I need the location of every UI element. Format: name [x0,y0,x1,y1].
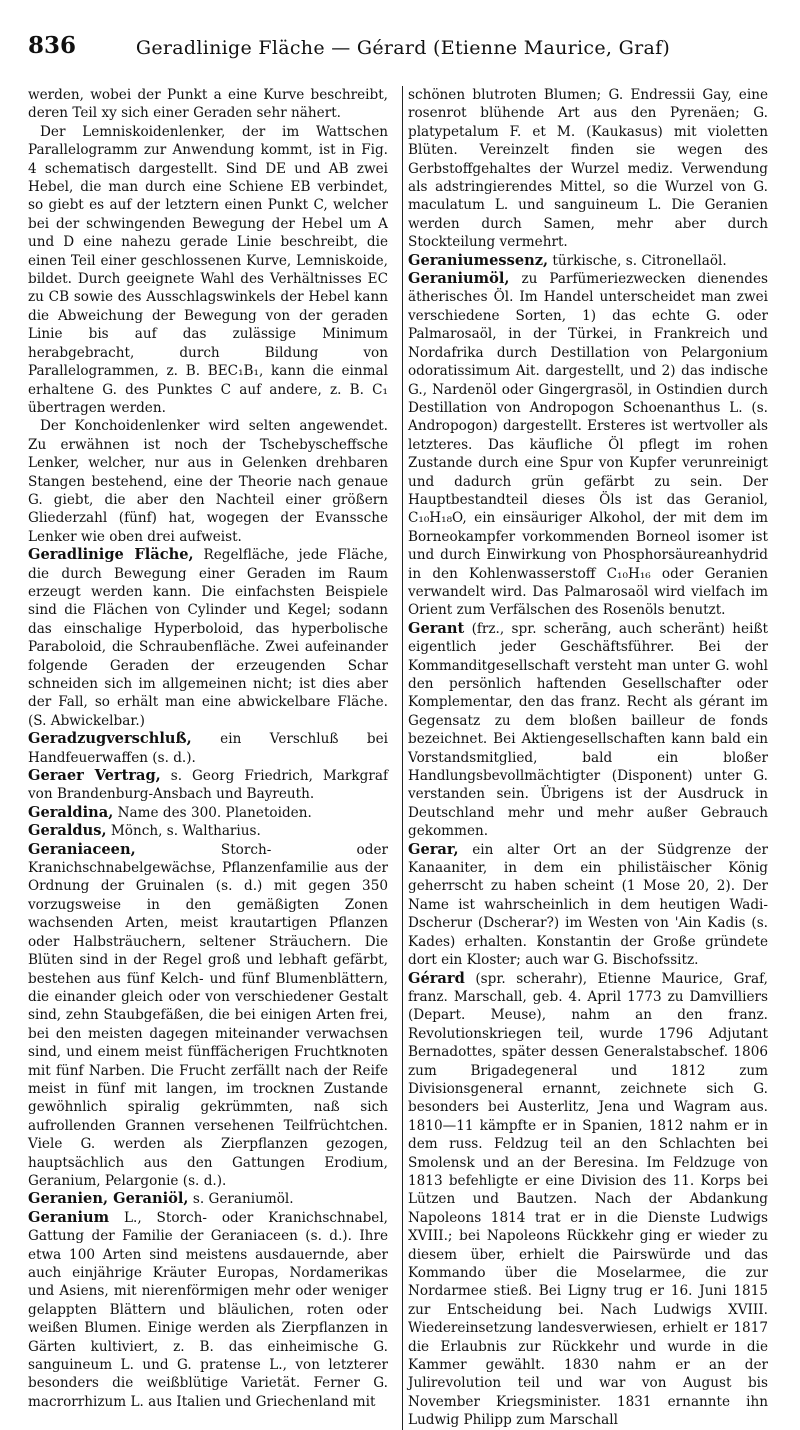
dictionary-entry [28,804,388,822]
entry-text: schönen blutroten Blumen; G. Endressii Gay, eine rosenrot blühende Art aus den Pyrenäen; G. platypetalum F. et M. (Kaukasus) mit violetten Blüten. Vereinzelt finden sie wegen des Gerbstoffgehaltes der Wurzel mediz. Verwendung als adstringierendes Mittel, so die Wurzel von G. maculatum L. und sanguineum L. Die Geranien werden durch Samen, mehr aber durch Stockteilung vermehrt. [408,87,768,251]
column-divider [402,86,403,1430]
entry-headword: Geraer Vertrag, [28,767,161,785]
entry-headword: Geradzugverschluß, [28,730,192,748]
dictionary-entry [28,1209,388,1411]
entry-text: (spr. scherahr), Etienne Maurice, Graf, franz. Marschall, geb. 4. April 1773 zu Damvilliers (Depart. Meuse), nahm an den franz. Revolutionskriegen teil, wurde 1796 Adjutant Bernadottes, später dessen Generalstabschef. 1806 zum Brigadegeneral und 1812 zum Divisionsgeneral ernannt, zeichnete sich G. besonders bei Austerlitz, Jena und Wagram aus. 1810—11 kämpfte er in Spanien, 1812 nahm er in dem russ. Feldzug teil an den Schlachten bei Smolensk und an der Beresina. Im Feldzuge von 1813 befehligte er eine Division des 11. Korps bei Lützen und Bautzen. Nach der Abdankung Napoleons 1814 trat er in die Dienste Ludwigs XVIII.; bei Napoleons Rückkehr ging er wieder zu diesem über, erhielt die Pairswürde und das Kommando über die Moselarmee, die zur Nordarmee stieß. Bei Ligny trug er 16. Juni 1815 zur Entscheidung bei. Nach Ludwigs XVIII. Wiedereinsetzung landesverwiesen, erhielt er 1817 die Erlaubnis zur Rückkehr und wurde in die Kammer gewählt. 1830 nahm er an der Julirevolution teil und war von August bis November Kriegsminister. 1831 ernannte ihn Ludwig Philipp zum Marschall [408,970,768,1429]
entry-text: Storch- oder Kranichschnabelgewächse, Pflanzenfamilie aus der Ordnung der Gruinalen (s. d.) mit gegen 350 vorzugsweise in den gemäßigten Zonen wachsenden Arten, meist krautartigen Pflanzen oder Halbsträuchern, seltener Sträuchern. Die Blüten sind in der Regel groß und lebhaft gefärbt, bestehen aus fünf Kelch- und fünf Blumenblättern, die einander gleich oder von verschiedener Gestalt sind, zehn Staubgefäßen, die bei einigen Arten frei, bei den meisten dagegen miteinander verwachsen sind, und einem meist fünffächerigen Fruchtknoten mit fünf Narben. Die Frucht zerfällt nach der Reife meist in fünf mit langen, im trocknen Zustande gewöhnlich spiralig gekrümmten, naß sich aufrollenden Grannen versehenen Teilfrüchtchen. Viele G. werden als Zierpflanzen gezogen, hauptsächlich aus den Gattungen Erodium, Geranium, Pelargonie (s. d.). [28,841,388,1189]
entry-text: Der Lemniskoidenlenker, der im Wattschen Parallelogramm zur Anwendung kommt, ist in Fig. 4 schematisch dargestellt. Sind DE und AB zwei Hebel, die man durch eine Schiene EB verbindet, so giebt es auf der letztern einen Punkt C, welcher bei der schwingenden Bewegung der Hebel um A und D eine nahezu gerade Linie beschreibt, die einen Teil einer geschlossenen Kurve, Lemniskoide, bildet. Durch geeignete Wahl des Verhältnisses EC zu CB sowie des Ausschlagswinkels der Hebel kann die Abweichung der Bewegung von der geraden Linie bis auf das zulässige Minimum herabgebracht, durch Bildung von Parallelogrammen, z. B. BEC₁B₁, kann die einmal erhaltene G. des Punktes C auf andere, z. B. C₁ übertragen werden. [28,123,388,416]
page-number: 836 [28,32,77,59]
entry-headword: Gérard [408,969,465,987]
entry-text: L., Storch- oder Kranichschnabel, Gattung der Familie der Geraniaceen (s. d.). Ihre etwa 100 Arten sind meistens ausdauernde, aber auch einjährige Kräuter Europas, Nordamerikas und Asiens, mit nierenförmigen mehr oder weniger gelappten Blättern und bläulichen, roten oder weißen Blumen. Einige werden als Zierpflanzen in Gärten kultiviert, z. B. das einheimische G. sanguineum L. und G. pratense L., von letzterer besonders die weißblütige Varietät. Ferner G. macrorrhizum L. aus Italien und Griechenland mit [28,1209,388,1410]
text-columns [28,86,778,1430]
entry-text: werden, wobei der Punkt a eine Kurve beschreibt, deren Teil xy sich einer Geraden sehr nähert. [28,87,388,122]
dictionary-entry [28,841,388,1191]
entry-text: zu Parfümeriezwecken dienendes ätherisches Öl. Im Handel unterscheidet man zwei verschiedene Sorten, 1) das echte G. oder Palmarosaöl, in der Türkei, in Frankreich und Nordafrika durch Destillation von Pelargonium odoratissimum Ait. dargestellt, und 2) das indische G., Nardenöl oder Gingergrasöl, in Ostindien durch Destillation von Andropogon Schoenanthus L. (s. Andropogon) dargestellt. Ersteres ist wertvoller als letzteres. Das käufliche Öl pflegt im rohen Zustande durch eine Spur von Kupfer verunreinigt und dadurch grün gefärbt zu sein. Der Hauptbestandteil dieses Öls ist das Geraniol, C₁₀H₁₈O, ein einsäuriger Alkohol, der mit dem im Borneokampfer vorkommenden Borneol isomer ist und durch Einwirkung von Phosphorsäureanhydrid in den Kohlenwasserstoff C₁₀H₁₆ oder Geranien verwandelt wird. Das Palmarosaöl wird vielfach im Orient zum Verfälschen des Rosenöls benutzt. [408,271,768,619]
entry-text: Der Konchoidenlenker wird selten angewendet. Zu erwähnen ist noch der Tschebyscheffsche Lenker, welcher, nur aus in Gelenken drehbaren Stangen bestehend, eine der Theorie nach genaue G. giebt, die aber den Nachteil einer größern Gliederzahl (fünf) hat, wogegen der Evanssche Lenker wie oben drei aufweist. [28,418,388,545]
entry-text: ein Verschluß bei Handfeuerwaffen (s. d.). [28,731,388,766]
entry-text: Regelfläche, jede Fläche, die durch Bewegung einer Geraden im Raum erzeugt werden kann. Die einfachsten Beispiele sind die Flächen von Cylinder und Kegel; sodann das einschalige Hyperboloid, das hyperbolische Paraboloid, die Schraubenfläche. Zwei aufeinander folgende Geraden der erzeugenden Schar schneiden sich im allgemeinen nicht; ist dies aber der Fall, so erhält man eine abwickelbare Fläche. (S. Abwickelbar.) [28,547,388,729]
running-title: Geradlinige Fläche — Gérard (Etienne Maurice, Graf) [135,37,671,59]
dictionary-entry [28,1190,388,1208]
dictionary-entry [408,841,768,970]
entry-headword: Geraldus, [28,822,107,840]
entry-headword: Geraniumöl, [408,270,510,288]
entry-text: (frz., spr. scherāng, auch scheränt) heißt eigentlich jeder Geschäftsführer. Bei der Kommanditgesellschaft versteht man unter G. wohl den persönlich haftenden Gesellschafter oder Komplementar, den das franz. Recht als gérant im Gegensatz zu dem bloßen bailleur de fonds bezeichnet. Bei Aktiengesellschaften kann bald ein Vorstandsmitglied, bald ein bloßer Handlungsbevollmächtigter (Disponent) unter G. verstanden sein. Übrigens ist der Ausdruck in Deutschland mehr und mehr außer Gebrauch gekommen. [408,620,768,840]
page-header [28,30,778,66]
entry-headword: Gerant [408,619,465,637]
dictionary-entry [28,730,388,767]
entry-text: s. Georg Friedrich, Markgraf von Brandenburg-Ansbach und Bayreuth. [28,768,389,803]
paragraph [408,86,768,252]
entry-headword: Geranien, Geraniöl, [28,1190,189,1208]
entry-text: Name des 300. Planetoiden. [113,804,312,821]
entry-text: türkische, s. Citronellaöl. [548,252,727,269]
entry-headword: Geranium [28,1208,110,1226]
entry-headword: Geraldina, [28,803,114,821]
entry-headword: Geraniumessenz, [408,251,549,269]
entry-headword: Geradlinige Fläche, [28,546,194,564]
dictionary-entry [408,252,768,270]
left-column [28,86,398,1430]
entry-headword: Gerar, [408,840,459,858]
dictionary-entry [408,620,768,841]
dictionary-entry [28,767,388,804]
dictionary-entry [408,270,768,620]
paragraph [28,86,388,123]
dictionary-entry [28,822,388,840]
entry-text: ein alter Ort an der Südgrenze der Kanaaniter, in dem ein philistäischer König geherrscht zu haben scheint (1 Mose 20, 2). Der Name ist wahrscheinlich in dem heutigen Wadi-Dscherur (Dscherar?) im Westen von 'Ain Kadis (s. Kades) erhalten. Konstantin der Große gründete dort ein Kloster; auch war G. Bischofssitz. [408,841,768,969]
entry-text: s. Geraniumöl. [188,1191,294,1208]
dictionary-entry [408,970,768,1430]
paragraph [28,123,388,418]
paragraph [28,417,388,546]
entry-text: Mönch, s. Waltharius. [106,823,261,840]
entry-headword: Geraniaceen, [28,840,136,858]
right-column [398,86,768,1430]
dictionary-entry [28,546,388,730]
